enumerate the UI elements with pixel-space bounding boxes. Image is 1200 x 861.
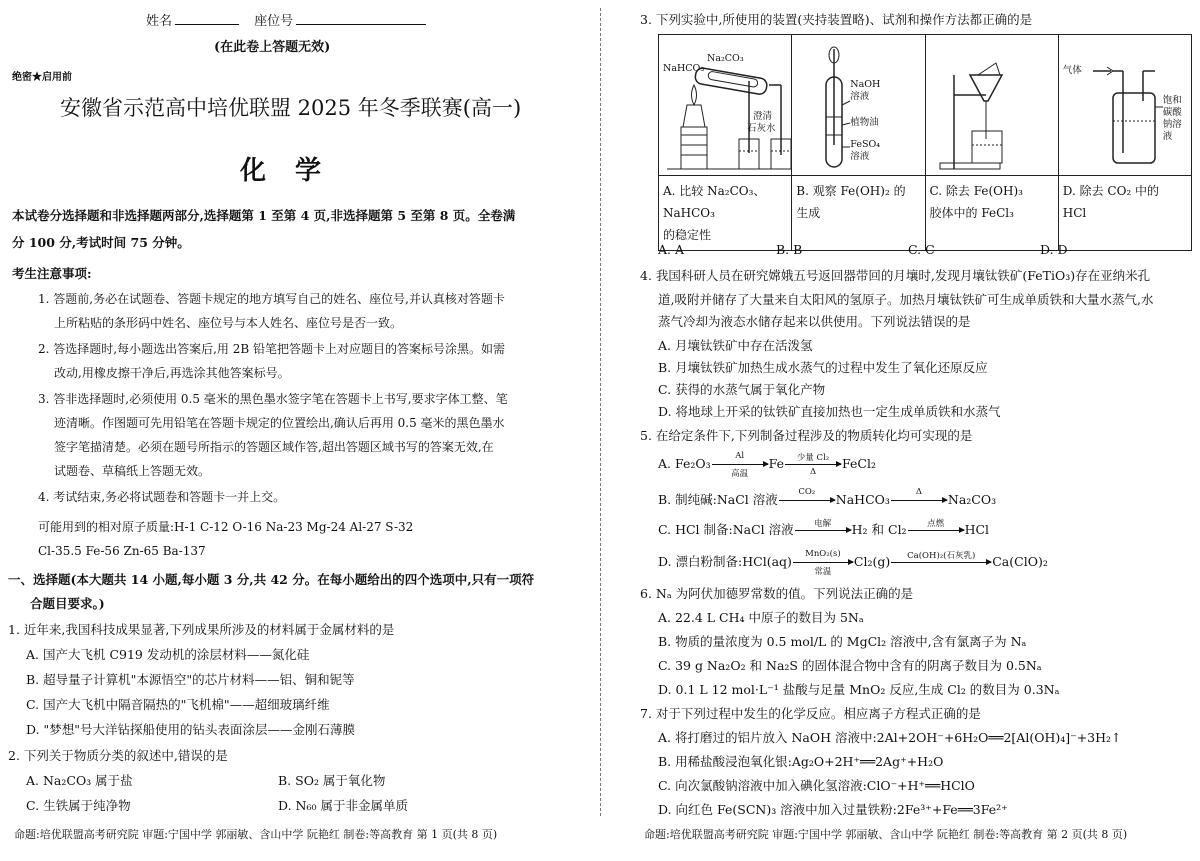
- q3-answer-a: A. A: [658, 242, 685, 257]
- arrow: Δ: [891, 493, 947, 509]
- q3-caption-c: C. 除去 Fe(OH)₃ 胶体中的 FeCl₃: [925, 176, 1058, 251]
- page-divider: [600, 8, 601, 816]
- q3-apparatus-table: [658, 34, 1192, 251]
- page-2: [604, 0, 1200, 861]
- q2-option-b: B. SO₂ 属于氧化物: [278, 773, 386, 788]
- q3-cell-d-image: [1058, 35, 1191, 176]
- arrow: Ca(OH)₂(石灰乳): [891, 555, 991, 571]
- arrow: 电解: [795, 523, 851, 539]
- q3-caption-b: B. 观察 Fe(OH)₂ 的 生成: [792, 176, 925, 251]
- label-sodium-carbonate: 碳酸: [1162, 107, 1182, 118]
- q2-option-d: D. N₆₀ 属于非金属单质: [278, 798, 408, 813]
- q3-caption-a: A. 比较 Na₂CO₃、NaHCO₃ 的稳定性: [659, 176, 792, 251]
- q2-option-c: C. 生铁属于纯净物: [26, 798, 131, 813]
- notice-3a: 3. 答非选择题时,必须使用 0.5 毫米的黑色墨水签字笔在答题卡上书写,要求字体工整、笔: [38, 392, 508, 406]
- q5-option-b: B. 制纯碱:NaCl 溶液 CO₂ NaHCO₃ Δ Na₂CO₃: [658, 486, 997, 507]
- intro-line-1: 本试卷分选择题和非选择题两部分,选择题第 1 至第 4 页,非选择题第 5 至第 8 页。全卷满: [12, 208, 516, 223]
- q2-option-a: A. Na₂CO₃ 属于盐: [26, 773, 133, 788]
- name-blank: [175, 12, 239, 25]
- q3-cell-b-image: [792, 35, 925, 176]
- q5-option-c: C. HCl 制备:NaCl 溶液 电解 H₂ 和 Cl₂ 点燃 HCl: [658, 518, 990, 537]
- label-naoh: NaOH: [850, 79, 881, 90]
- label-na2co3: Na₂CO₃: [707, 53, 744, 64]
- q3-caption-d: D. 除去 CO₂ 中的 HCl: [1058, 176, 1191, 251]
- label-limewater-1: 澄清: [753, 111, 773, 122]
- notice-3d: 试题卷、草稿纸上答题无效。: [54, 464, 211, 478]
- notice-1a: 1. 答题前,务必在试题卷、答题卡规定的地方填写自己的姓名、座位号,并认真核对答题卡: [38, 292, 505, 306]
- atomic-mass-1: 可能用到的相对原子质量:H-1 C-12 O-16 Na-23 Mg-24 Al-27 S-32: [38, 520, 414, 534]
- q1-stem: 1. 近年来,我国科技成果显著,下列成果所涉及的材料属于金属材料的是: [8, 622, 395, 637]
- notice-heading: 考生注意事项:: [12, 266, 92, 281]
- footer-page-1: 命题:培优联盟高考研究院 审题:宁国中学 郭丽敏、含山中学 阮艳红 制卷:等高教育 第 1 页(共 8 页): [14, 828, 498, 841]
- arrow: MnO₂(s) 常温: [793, 555, 853, 571]
- notice-1b: 上所粘贴的条形码中姓名、座位号与本人姓名、座位号是否一致。: [54, 316, 403, 330]
- q3-answer-b: B. B: [776, 242, 803, 257]
- q4-option-d: D. 将地球上开采的钛铁矿直接加热也一定生成单质铁和水蒸气: [658, 404, 1001, 419]
- notice-3c: 签字笔描清楚。必须在题号所指示的答题区域作答,超出答题区域书写的答案无效,在: [54, 440, 494, 454]
- invalid-note: (在此卷上答题无效): [214, 40, 331, 55]
- q1-option-b: B. 超导量子计算机"本源悟空"的芯片材料——铝、铜和铌等: [26, 672, 355, 687]
- label-naoh-solution: 溶液: [850, 91, 870, 102]
- seat-label: 座位号: [254, 14, 294, 29]
- q4-option-b: B. 月壤钛铁矿加热生成水蒸气的过程中发生了氧化还原反应: [658, 360, 988, 375]
- q7-stem: 7. 对于下列过程中发生的化学反应。相应离子方程式正确的是: [640, 706, 981, 721]
- q2-stem: 2. 下列关于物质分类的叙述中,错误的是: [8, 748, 228, 763]
- label-sodium-solution: 钠溶: [1162, 119, 1182, 130]
- q1-option-c: C. 国产大飞机中隔音隔热的"飞机棉"——超细玻璃纤维: [26, 697, 330, 712]
- secret-mark: 绝密★启用前: [12, 72, 72, 83]
- arrow: 少量 Cl₂ Δ: [785, 457, 841, 473]
- label-feso4: FeSO₄: [850, 139, 881, 150]
- arrow: 点燃: [908, 523, 964, 539]
- label-feso4-solution: 溶液: [850, 151, 870, 162]
- filtration-figure: [926, 35, 1059, 175]
- label-limewater-2: 石灰水: [747, 123, 776, 134]
- q3-cell-a-image: [659, 35, 792, 176]
- q3-answer-c: C. C: [908, 242, 935, 257]
- q3-stem: 3. 下列实验中,所使用的装置(夹持装置略)、试剂和操作方法都正确的是: [640, 12, 1033, 27]
- q4-stem-1: 4. 我国科研人员在研究嫦娥五号返回器带回的月壤时,发现月壤钛铁矿(FeTiO₃)存在亚纳米孔: [640, 268, 1151, 283]
- q7-option-c: C. 向次氯酸钠溶液中加入碘化氢溶液:ClO⁻+H⁺══HClO: [658, 778, 975, 793]
- notice-2b: 改动,用橡皮擦干净后,再选涂其他答案标号。: [54, 366, 290, 380]
- section-heading-1: 一、选择题(本大题共 14 小题,每小题 3 分,共 42 分。在每小题给出的四个选项中,只有一项符: [8, 572, 535, 587]
- name-label: 姓名: [146, 14, 173, 29]
- q7-option-a: A. 将打磨过的铝片放入 NaOH 溶液中:2Al+2OH⁻+6H₂O══2[Al(OH)₄]⁻+3H₂↑: [658, 730, 1122, 745]
- subject-title: 化 学: [240, 156, 332, 186]
- q7-option-b: B. 用稀盐酸浸泡氧化银:Ag₂O+2H⁺══2Ag⁺+H₂O: [658, 754, 944, 769]
- seat-blank: [296, 12, 426, 25]
- label-liquid: 液: [1162, 131, 1173, 142]
- notice-4: 4. 考试结束,务必将试题卷和答题卡一并上交。: [38, 490, 286, 504]
- arrow: CO₂: [779, 493, 835, 509]
- q6-stem: 6. Nₐ 为阿伏加德罗常数的值。下列说法正确的是: [640, 586, 914, 601]
- q4-option-c: C. 获得的水蒸气属于氧化产物: [658, 382, 826, 397]
- atomic-mass-2: Cl-35.5 Fe-56 Zn-65 Ba-137: [38, 544, 206, 558]
- q6-option-c: C. 39 g Na₂O₂ 和 Na₂S 的固体混合物中含有的阴离子数目为 0.5Nₐ: [658, 658, 1042, 673]
- q7-option-d: D. 向红色 Fe(SCN)₃ 溶液中加入过量铁粉:2Fe³⁺+Fe══3Fe²⁺: [658, 802, 1008, 817]
- label-gas: 气体: [1062, 65, 1082, 76]
- q6-option-a: A. 22.4 L CH₄ 中原子的数目为 5Nₐ: [658, 610, 864, 625]
- q6-option-d: D. 0.1 L 12 mol·L⁻¹ 盐酸与足量 MnO₂ 反应,生成 Cl₂ 的数目为 0.3Nₐ: [658, 682, 1060, 697]
- q5-stem: 5. 在给定条件下,下列制备过程涉及的物质转化均可实现的是: [640, 428, 973, 443]
- intro-line-2: 分 100 分,考试时间 75 分钟。: [12, 235, 190, 250]
- q3-cell-c-image: [925, 35, 1058, 176]
- label-saturated: 饱和: [1162, 95, 1182, 106]
- q1-option-d: D. "梦想"号大洋钻探船使用的钻头表面涂层——金刚石薄膜: [26, 722, 356, 737]
- label-nahco3: NaHCO₃: [663, 63, 705, 74]
- notice-3b: 迹清晰。作图题可先用铅笔在答题卡规定的位置绘出,确认后再用 0.5 毫米的黑色墨水: [54, 416, 505, 430]
- exam-title: 安徽省示范高中培优联盟 2025 年冬季联赛(高一): [60, 96, 522, 120]
- q5-option-a: A. Fe₂O₃ Al 高温 Fe 少量 Cl₂ Δ FeCl₂: [658, 450, 876, 479]
- footer-page-2: 命题:培优联盟高考研究院 审题:宁国中学 郭丽敏、含山中学 阮艳红 制卷:等高教育 第 2 页(共 8 页): [644, 828, 1128, 841]
- q6-option-b: B. 物质的量浓度为 0.5 mol/L 的 MgCl₂ 溶液中,含有氯离子为 Nₐ: [658, 634, 1027, 649]
- section-heading-2: 合题目要求。): [30, 596, 105, 611]
- notice-2a: 2. 答选择题时,每小题选出答案后,用 2B 铅笔把答题卡上对应题目的答案标号涂黑。如需: [38, 342, 505, 356]
- q5-option-d: D. 漂白粉制备:HCl(aq) MnO₂(s) 常温 Cl₂(g) Ca(OH)₂(石灰乳) Ca(ClO)₂: [658, 548, 1048, 577]
- q4-stem-2: 道,吸附并储存了大量来自太阳风的氢原子。加热月壤钛铁矿可生成单质铁和大量水蒸气,水: [658, 292, 1154, 307]
- candidate-info: [146, 10, 429, 29]
- q3-answer-d: D. D: [1040, 242, 1068, 257]
- label-vegetable-oil: 植物油: [850, 117, 879, 128]
- q1-option-a: A. 国产大飞机 C919 发动机的涂层材料——氮化硅: [26, 647, 310, 662]
- arrow: Al 高温: [712, 457, 768, 473]
- q4-stem-3: 蒸气冷却为液态水储存起来以供使用。下列说法错误的是: [658, 314, 971, 329]
- q4-option-a: A. 月壤钛铁矿中存在活泼氢: [658, 338, 813, 353]
